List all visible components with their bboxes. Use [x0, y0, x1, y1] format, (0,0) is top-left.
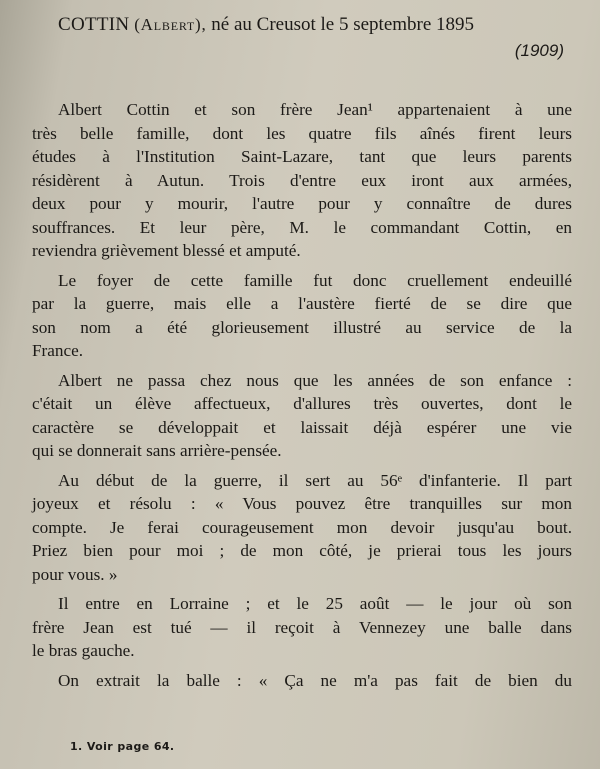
paragraph	[32, 369, 572, 463]
text-line: très belle famille, dont les quatre fils aînés firent leurs	[32, 123, 572, 143]
text-line: Il entre en Lorraine ; et le 25 août — le jour où son	[58, 594, 572, 613]
birth-info: né au Creusot le 5 septembre 1895	[206, 14, 475, 35]
text-line: reviendra grièvement blessé et amputé.	[32, 241, 301, 260]
text-line: Au début de la guerre, il sert au 56ᵉ d'infanterie. Il part	[58, 470, 572, 490]
paragraph	[32, 592, 572, 663]
text-line: frère Jean est tué — il reçoit à Vennezey une balle dans	[32, 617, 572, 637]
text-line: le bras gauche.	[32, 641, 135, 660]
text-line: Priez bien pour moi ; de mon côté, je prierai tous les jours	[32, 541, 572, 560]
text-line: par la guerre, mais elle a l'austère fierté de se dire que	[32, 294, 572, 313]
text-line: Le foyer de cette famille fut donc cruellement endeuillé	[58, 270, 572, 290]
paragraph	[32, 98, 572, 263]
text-line: On extrait la balle : « Ça ne m'a pas fait de bien du	[58, 670, 572, 690]
text-line: c'était un élève affectueux, d'allures très ouvertes, dont le	[32, 394, 572, 413]
text-line: Albert ne passa chez nous que les années de son enfance :	[58, 370, 572, 390]
text-line: pour vous. »	[32, 564, 118, 584]
text-line: Albert Cottin et son frère Jean¹ appartenaient à une	[58, 100, 572, 119]
entry-text	[32, 98, 572, 698]
text-line: joyeux et résolu : « Vous pouvez être tranquilles sur mon	[32, 494, 572, 513]
text-line: compte. Je ferai courageusement mon devoir jusqu'au bout.	[32, 517, 572, 537]
text-line: souffrances. Et leur père, M. le commandant Cottin, en	[32, 217, 572, 237]
paragraph	[32, 269, 572, 363]
entry-header	[58, 12, 570, 64]
text-line: résidèrent à Autun. Trois d'entre eux iront aux armées,	[32, 170, 572, 190]
paragraph	[32, 669, 572, 693]
text-line: caractère se développait et laissait déjà espérer une vie	[32, 417, 572, 437]
text-line: qui se donnerait sans arrière-pensée.	[32, 441, 282, 460]
surname: COTTIN	[58, 14, 130, 35]
text-line: France.	[32, 341, 84, 360]
entry-year: (1909)	[514, 41, 564, 60]
paragraph	[32, 469, 572, 587]
text-line: deux pour y mourir, l'autre pour y connaître de dures	[32, 194, 572, 213]
footnote: 1. Voir page 64.	[70, 740, 175, 753]
text-line: études à l'Institution Saint-Lazare, tant que leurs parents	[32, 147, 572, 166]
text-line: son nom a été glorieusement illustré au service de la	[32, 317, 572, 337]
firstname: (Albert),	[134, 15, 207, 34]
